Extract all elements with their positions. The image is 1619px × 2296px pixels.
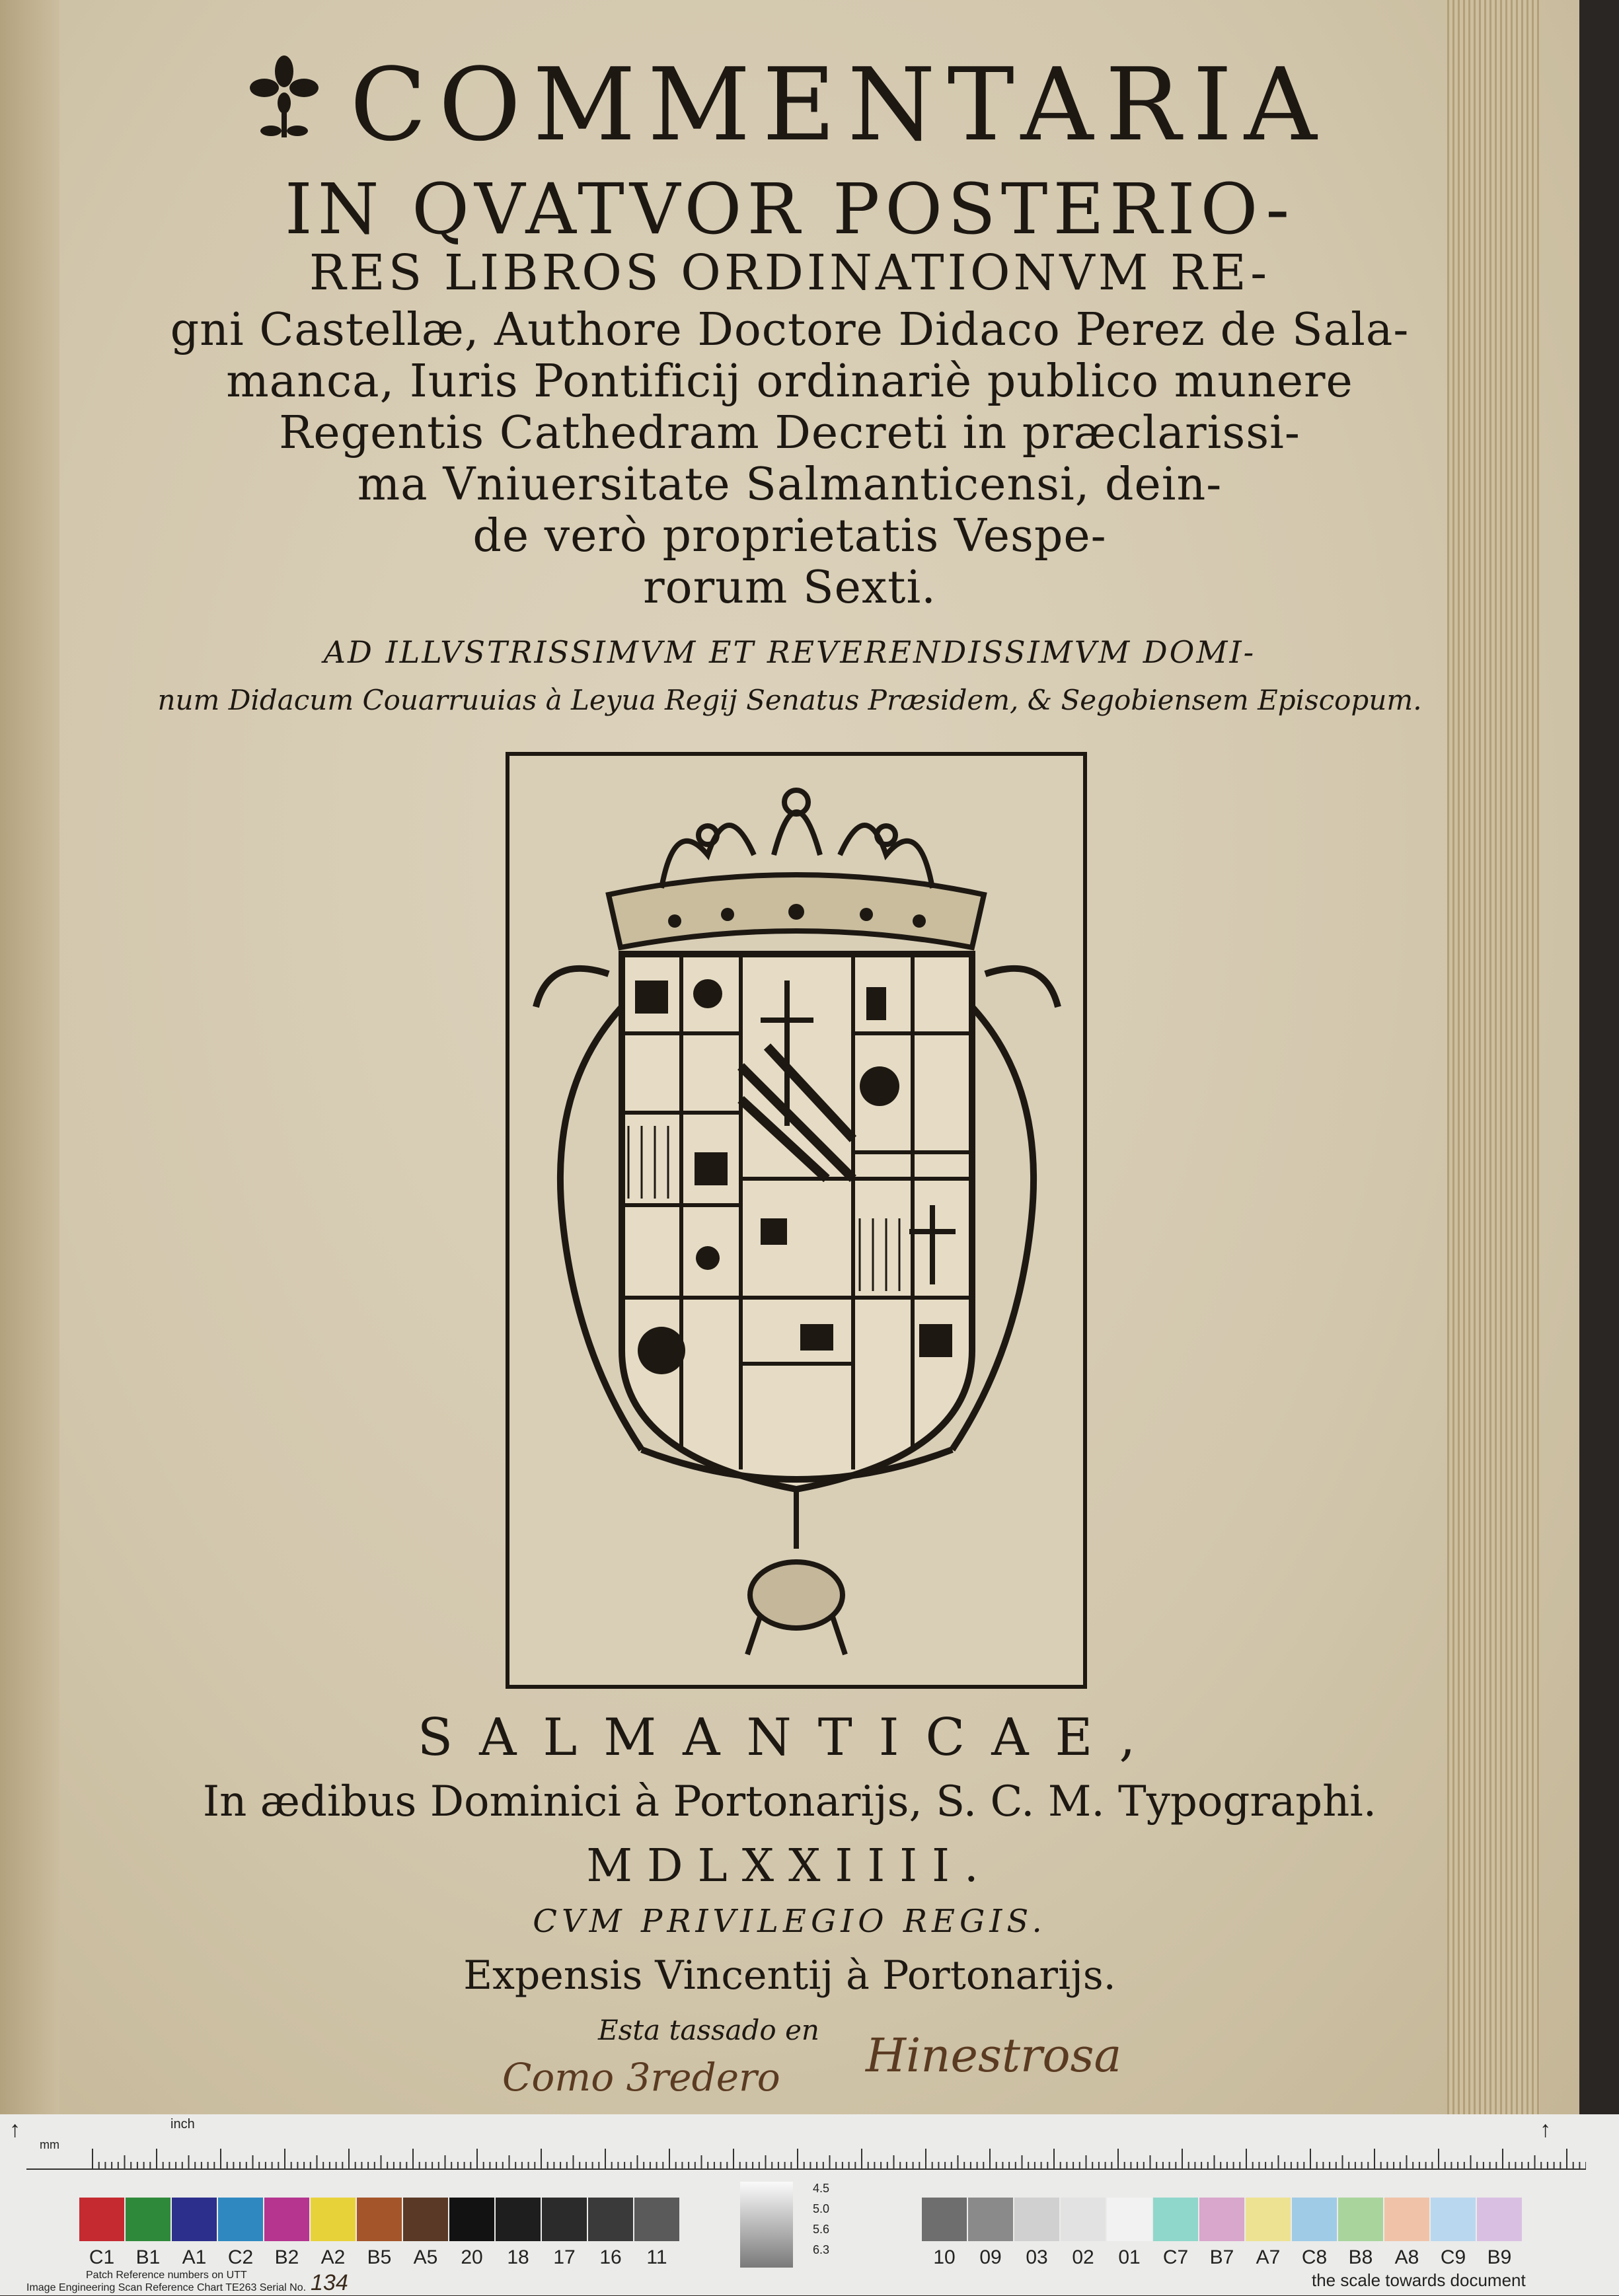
- color-patch: [79, 2198, 124, 2241]
- measurement-ruler: [26, 2126, 1586, 2170]
- title-line-6: Regentis Cathedram Decreti in præclarissi-: [279, 407, 1300, 459]
- title-line-8: de verò proprietatis Vespe-: [472, 510, 1107, 562]
- density-label: 6.3: [813, 2243, 830, 2256]
- color-patch: [403, 2198, 448, 2241]
- color-patch-label: C9: [1440, 2246, 1466, 2268]
- color-patch-label: 17: [553, 2246, 576, 2268]
- color-patch: [311, 2198, 356, 2241]
- color-patch: [1384, 2198, 1429, 2241]
- color-patch: [126, 2198, 170, 2241]
- color-patch: [968, 2198, 1013, 2241]
- dedication-line-2: num Didacum Couarruuias à Leyua Regij Senatus Præsidem, & Segobiensem Episcopum.: [157, 684, 1422, 716]
- density-label: 5.6: [813, 2223, 830, 2236]
- serial-number: 134: [311, 2270, 348, 2295]
- color-patch-label: B1: [135, 2246, 161, 2268]
- title-line-7: ma Vniuersitate Salmanticensi, dein-: [357, 459, 1223, 511]
- color-patch: [1061, 2198, 1106, 2241]
- color-patch: [922, 2198, 967, 2241]
- color-patch-label: 09: [979, 2246, 1002, 2268]
- color-patch-label: B7: [1209, 2246, 1234, 2268]
- color-patch-label: C8: [1301, 2246, 1328, 2268]
- imprint-expense: Expensis Vincentij à Portonarijs.: [463, 1952, 1116, 1999]
- color-patch: [634, 2198, 679, 2241]
- color-patch-label: B5: [367, 2246, 392, 2268]
- color-patch-label: 02: [1072, 2246, 1094, 2268]
- arrow-up-icon: ↑: [1540, 2117, 1551, 2142]
- color-patch: [1014, 2198, 1059, 2241]
- density-label: 5.0: [813, 2202, 830, 2215]
- title-line-5: manca, Iuris Pontificij ordinariè publico munere: [226, 355, 1353, 408]
- color-patch-label: B2: [274, 2246, 299, 2268]
- color-patch: [1338, 2198, 1383, 2241]
- color-patch: [1431, 2198, 1476, 2241]
- woodcut-frame: [506, 752, 1087, 1689]
- title-line-2: IN QVATVOR POSTERIO-: [284, 168, 1295, 250]
- scan-reference-chart: [0, 2114, 1619, 2295]
- ruler-ticks: [26, 2126, 1586, 2168]
- color-patch-label: 03: [1026, 2246, 1048, 2268]
- color-patch: [172, 2198, 217, 2241]
- color-patch-label: C7: [1162, 2246, 1189, 2268]
- color-patch: [357, 2198, 402, 2241]
- color-patch-label: A8: [1394, 2246, 1419, 2268]
- coat-of-arms-icon: [509, 756, 1083, 1685]
- density-wedge: [740, 2182, 793, 2268]
- color-patch: [1199, 2198, 1244, 2241]
- color-patch-label: 01: [1118, 2246, 1141, 2268]
- imprint-city: SALMANTICAE,: [417, 1708, 1162, 1767]
- manuscript-note: Como 3redero: [502, 2055, 780, 2100]
- scale-tail-note: the scale towards document: [1312, 2270, 1526, 2290]
- color-patch: [542, 2198, 587, 2241]
- chart-info: Image Engineering Scan Reference Chart TE263 Serial No.: [26, 2282, 307, 2293]
- color-patch-label: A1: [182, 2246, 207, 2268]
- printed-price-note: Esta tassado en: [598, 2014, 819, 2046]
- color-patch-label: B9: [1487, 2246, 1512, 2268]
- color-patch: [1246, 2198, 1291, 2241]
- color-patch-label: C2: [227, 2246, 254, 2268]
- dedication-line-1: AD ILLVSTRISSIMVM ET REVERENDISSIMVM DOMI-: [323, 634, 1256, 670]
- color-patch-label: A2: [320, 2246, 346, 2268]
- color-patch-label: 16: [599, 2246, 622, 2268]
- color-patch: [449, 2198, 494, 2241]
- color-patch-label: 11: [646, 2246, 667, 2268]
- color-patch-label: 18: [507, 2246, 529, 2268]
- title-line-9: rorum Sexti.: [643, 562, 936, 614]
- color-patch: [496, 2198, 541, 2241]
- density-label: 4.5: [813, 2182, 830, 2195]
- manuscript-signature: Hinestrosa: [866, 2028, 1122, 2083]
- imprint-privilege: CVM PRIVILEGIO REGIS.: [533, 1903, 1047, 1940]
- color-patch-label: C1: [89, 2246, 115, 2268]
- color-patch: [1107, 2198, 1152, 2241]
- title-line-1: COMMENTARIA: [350, 46, 1329, 163]
- imprint-printer: In ædibus Dominici à Portonarijs, S. C. M. Typographi.: [202, 1777, 1377, 1826]
- patch-reference-note: Patch Reference numbers on UTT: [86, 2270, 247, 2281]
- title-line-4: gni Castellæ, Authore Doctore Didaco Perez de Sala-: [170, 304, 1410, 356]
- color-patch: [1477, 2198, 1522, 2241]
- color-patch-label: 20: [461, 2246, 483, 2268]
- color-patch: [1153, 2198, 1198, 2241]
- density-labels: [813, 2182, 846, 2257]
- color-patch-label: A7: [1256, 2246, 1281, 2268]
- ruler-inch-label: inch: [170, 2117, 195, 2131]
- ruler-mm-label: mm: [40, 2138, 59, 2151]
- color-patch: [264, 2198, 309, 2241]
- color-patch: [588, 2198, 633, 2241]
- color-patch: [1292, 2198, 1337, 2241]
- color-patch-label: A5: [413, 2246, 438, 2268]
- color-patch-label: 10: [933, 2246, 956, 2268]
- color-patch-label: B8: [1348, 2246, 1373, 2268]
- imprint-year: MDLXXIIII.: [586, 1840, 993, 1892]
- color-patch: [218, 2198, 263, 2241]
- title-line-3: RES LIBROS ORDINATIONVM RE-: [309, 244, 1271, 301]
- arrow-up-icon: ↑: [9, 2117, 20, 2142]
